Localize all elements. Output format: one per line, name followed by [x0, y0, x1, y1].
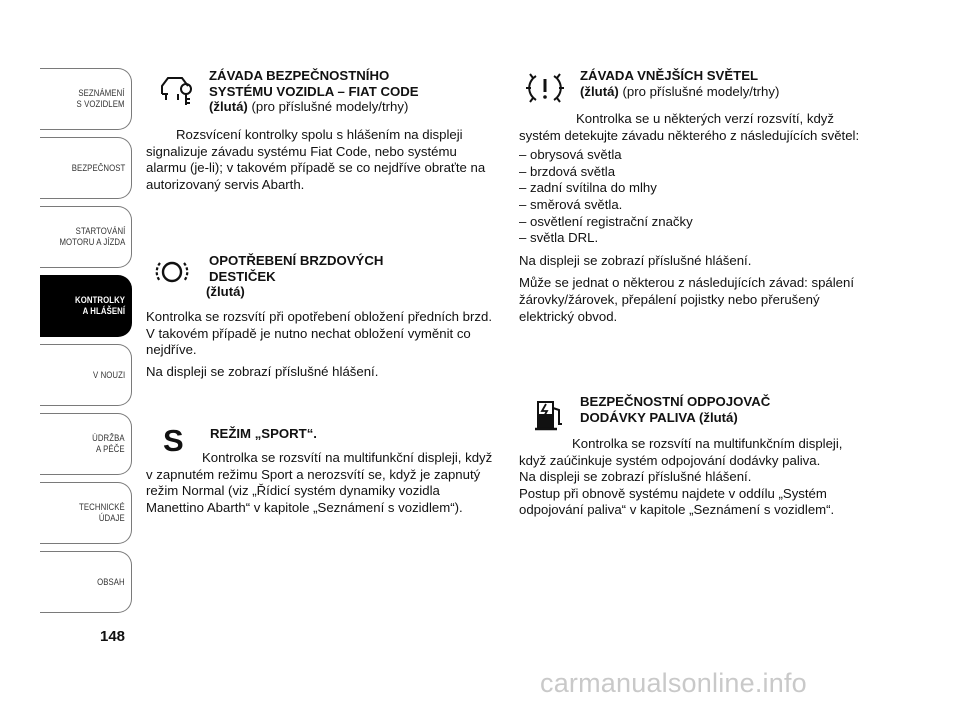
- sport-title: REŽIM „SPORT“.: [210, 426, 317, 441]
- immobilizer-key-car-icon: [158, 72, 200, 108]
- external-lights-color: (žlutá): [580, 83, 619, 99]
- list-item: – zadní svítilna do mlhy: [519, 180, 657, 196]
- external-lights-body: [519, 111, 871, 325]
- fuel-cutoff-text2: Na displeji se zobrazí příslušné hlášení.: [519, 469, 752, 485]
- sport-mode-icon: S: [163, 423, 184, 458]
- fuel-cutoff-text3: Postup při obnově systému najdete v oddílu „Systém odpojování paliva“ v kapitole „Seznámení s vozidlem“.: [519, 485, 835, 518]
- tab-label: OBSAH: [97, 576, 125, 588]
- external-lights-intro: Kontrolka se u některých verzí rozsvítí, když systém detekujte závadu některého z následujících světel:: [519, 111, 860, 143]
- tab-seznameni[interactable]: [40, 68, 132, 130]
- tab-kontrolky[interactable]: [40, 275, 132, 337]
- tab-label: V NOUZI: [92, 369, 125, 381]
- external-lights-list: [519, 147, 871, 247]
- fuel-cutoff-heading: [580, 394, 880, 425]
- tab-label: BEZPEČNOST: [71, 162, 125, 174]
- fuel-cutoff-title1: BEZPEČNOSTNÍ ODPOJOVAČ: [580, 394, 771, 409]
- external-lights-title: ZÁVADA VNĚJŠÍCH SVĚTEL: [580, 68, 759, 83]
- tab-bezpecnost[interactable]: [40, 137, 132, 199]
- fuel-cutoff-title2: DODÁVKY PALIVA: [580, 409, 696, 425]
- fiat-code-color: (žlutá): [209, 99, 248, 114]
- fiat-code-note: (pro příslušné modely/trhy): [247, 99, 409, 114]
- sport-heading: [210, 426, 495, 442]
- chapter-tabs: [40, 68, 132, 620]
- fiat-code-heading: [209, 68, 494, 115]
- tab-label: TECHNICKÉ ÚDAJE: [79, 502, 125, 524]
- external-light-fault-icon: [522, 70, 568, 106]
- tab-label: ÚDRŽBA A PÉČE: [92, 433, 125, 455]
- fuel-cutoff-body: [519, 436, 871, 519]
- brake-pads-body: [146, 309, 494, 380]
- fuel-cutoff-icon: [532, 398, 566, 432]
- brake-pads-title2: DESTIČEK: [209, 268, 276, 284]
- fiat-code-text: Rozsvícení kontrolky spolu s hlášením na displeji signalizuje závadu systému Fiat Code, nebo systému alarmu (je-li); v takovém případě se co nejdříve obraťte na autorizovaný servis Abarth.: [146, 127, 486, 192]
- tab-technicke[interactable]: [40, 482, 132, 544]
- brake-pads-text2: Na displeji se zobrazí příslušné hlášení.: [146, 363, 379, 379]
- external-lights-heading: [580, 68, 880, 99]
- tab-v-nouzi[interactable]: [40, 344, 132, 406]
- tab-label: KONTROLKY A HLÁŠENÍ: [74, 295, 125, 317]
- brake-pad-wear-icon: [154, 256, 190, 288]
- sport-body: [146, 450, 494, 516]
- sport-text: Kontrolka se rozsvítí na multifunkční displeji, když v zapnutém režimu Sport a nerozsvítí se, když je zapnutý režim Normal (viz „Řídicí systém dynamiky vozidla Manettino Abarth“ v kapitole „Seznámení s vozidlem“).: [146, 450, 493, 515]
- fiat-code-title2: SYSTÉMU VOZIDLA – FIAT CODE: [209, 83, 419, 99]
- external-lights-note: (pro příslušné modely/trhy): [618, 83, 780, 99]
- tab-udrzba[interactable]: [40, 413, 132, 475]
- brake-pads-title1: OPOTŘEBENÍ BRZDOVÝCH: [209, 253, 384, 268]
- external-lights-text2: Na displeji se zobrazí příslušné hlášení.: [519, 252, 752, 268]
- watermark: carmanualsonline.info: [540, 668, 807, 698]
- fiat-code-body: [146, 127, 494, 193]
- list-item: – směrová světla.: [519, 196, 623, 212]
- list-item: – světla DRL.: [519, 230, 599, 246]
- tab-label: STARTOVÁNÍ MOTORU A JÍZDA: [59, 226, 125, 248]
- fuel-cutoff-text1: Kontrolka se rozsvítí na multifunkčním displeji, když zaúčinkuje systém odpojování dodávky paliva.: [519, 436, 843, 468]
- brake-pads-color: (žlutá): [206, 284, 245, 299]
- brake-pads-heading: [206, 253, 494, 300]
- list-item: – obrysová světla: [519, 147, 622, 163]
- fuel-cutoff-color: (žlutá): [698, 409, 738, 425]
- tab-label: SEZNÁMENÍ S VOZIDLEM: [76, 88, 125, 110]
- tab-startovani[interactable]: [40, 206, 132, 268]
- external-lights-text3: Může se jednat o některou z následujících závad: spálení žárovky/žárovek, přepálení pojistky nebo přerušený elektrický obvod.: [519, 275, 855, 324]
- brake-pads-text1: Kontrolka se rozsvítí při opotřebení obložení předních brzd. V takovém případě je nutno nechat obložení vyměnit co nejdříve.: [146, 309, 492, 358]
- tab-obsah[interactable]: [40, 551, 132, 613]
- list-item: – osvětlení registrační značky: [519, 213, 693, 229]
- fiat-code-title1: ZÁVADA BEZPEČNOSTNÍHO: [209, 68, 390, 83]
- page-number: 148: [100, 628, 126, 645]
- list-item: – brzdová světla: [519, 163, 616, 179]
